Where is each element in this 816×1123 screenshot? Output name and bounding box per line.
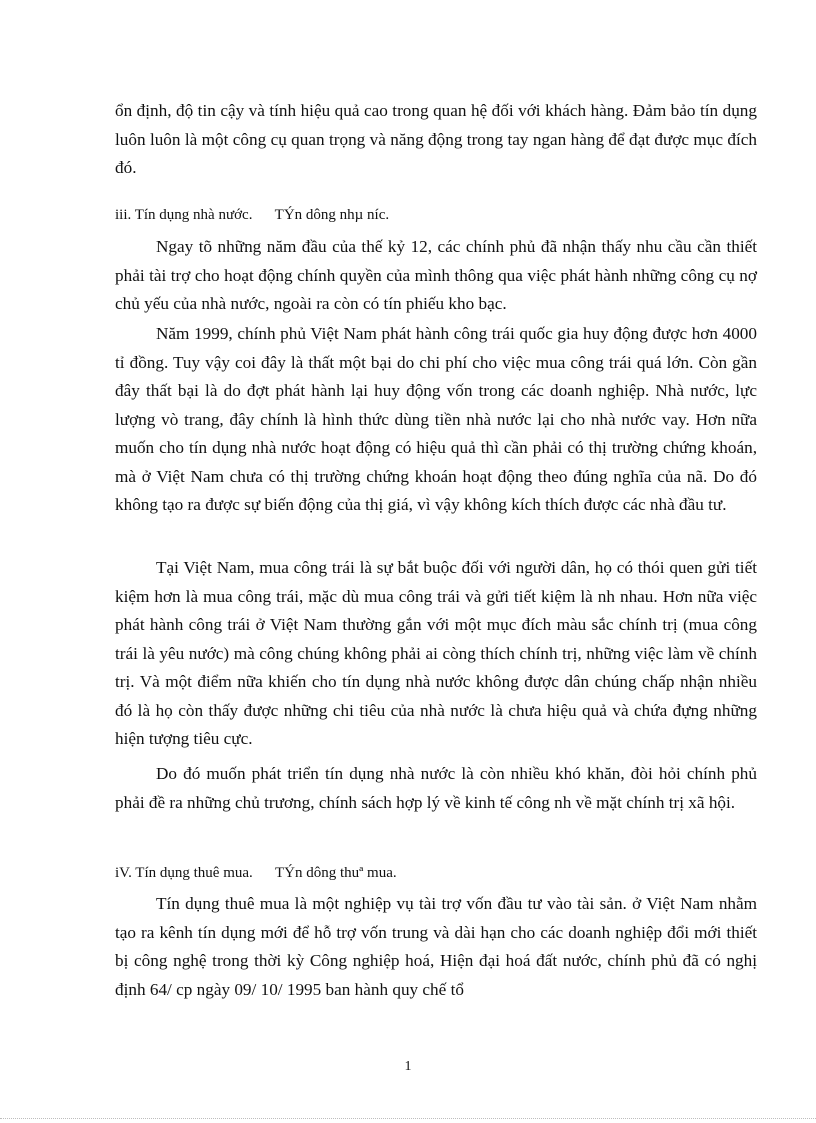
paragraph-conclusion-state-credit: Do đó muốn phát triển tín dụng nhà nước là còn nhiều khó khăn, đòi hỏi chính phủ phải đề ra những chủ trương, chính sách hợp lý về kinh tế công nh về mặt chính trị xã hội. xyxy=(115,764,757,812)
page-bottom-divider xyxy=(0,1118,816,1119)
paragraph-state-credit-history: Ngay tõ những năm đầu của thế kỷ 12, các chính phủ đã nhận thấy nhu cầu cần thiết phải tài trợ cho hoạt động chính quyền của mình thông qua việc phát hành những công cụ nợ chủ yếu của nhà nước, ngoài ra còn có tín phiếu kho bạc. xyxy=(115,237,757,313)
paragraph-lease-credit: Tín dụng thuê mua là một nghiệp vụ tài trợ vốn đầu tư vào tài sản. ở Việt Nam nhằm tạo ra kênh tín dụng mới để hỗ trợ vốn trung và dài hạn cho các doanh nghiệp đổi mới thiết bị công nghệ trong thời kỳ Công nghiệp hoá, Hiện đại hoá đất nước, chính phủ đã có nghị định 64/ cp ngày 09/ 10/ 1995 ban hành quy chế tổ xyxy=(115,894,757,999)
section-heading-lease-credit: iV. Tín dụng thuê mua. TÝn dông thuª mua. xyxy=(115,865,397,881)
page-number: 1 xyxy=(404,1059,412,1074)
paragraph-intro: ổn định, độ tin cậy và tính hiệu quả cao trong quan hệ đối với khách hàng. Đảm bảo tín dụng luôn luôn là một công cụ quan trọng và năng động trong tay ngan hàng để đạt được mục đích đó. xyxy=(115,101,757,177)
section-heading-state-credit: iii. Tín dụng nhà nước. TÝn dông nhµ níc. xyxy=(115,207,390,223)
paragraph-bond-purchase-vietnam: Tại Việt Nam, mua công trái là sự bắt buộc đối với người dân, họ có thói quen gửi tiết kiệm hơn là mua công trái, mặc dù mua công trái và gửi tiết kiệm là nh nhau. Hơn nữa việc phát hành công trái ở Việt Nam thường gắn với một mục đích màu sắc chính trị (mua công trái là yêu nước) mà công chúng không phải ai còng thích chính trị, những việc làm về chính trị. Và một điểm nữa khiến cho tín dụng nhà nước không được dân chúng chấp nhận nhiều đó là họ còn thấy được những chi tiêu của nhà nước là chưa hiệu quả và chứa đựng những hiện tượng tiêu cực. xyxy=(115,558,757,748)
paragraph-government-bonds-1999: Năm 1999, chính phủ Việt Nam phát hành công trái quốc gia huy động được hơn 4000 tỉ đồng. Tuy vậy coi đây là thất một bại do chi phí cho việc mua công trái quá lớn. Còn gần đây thất bại là do đợt phát hành lại huy động vốn trong các doanh nghiệp. Nhà nước, lực lượng vò trang, đây chính là hình thức dùng tiền nhà nước lại cho nhà nước vay. Hơn nữa muốn cho tín dụng nhà nước hoạt động có hiệu quả thì cần phải có thị trường chứng khoán, mà ở Việt Nam chưa có thị trường chứng khoán hoạt động theo đúng nghĩa của nã. Do đó không tạo ra được sự biến động của thị giá, vì vậy không kích thích được các nhà đầu tư. xyxy=(115,324,757,514)
